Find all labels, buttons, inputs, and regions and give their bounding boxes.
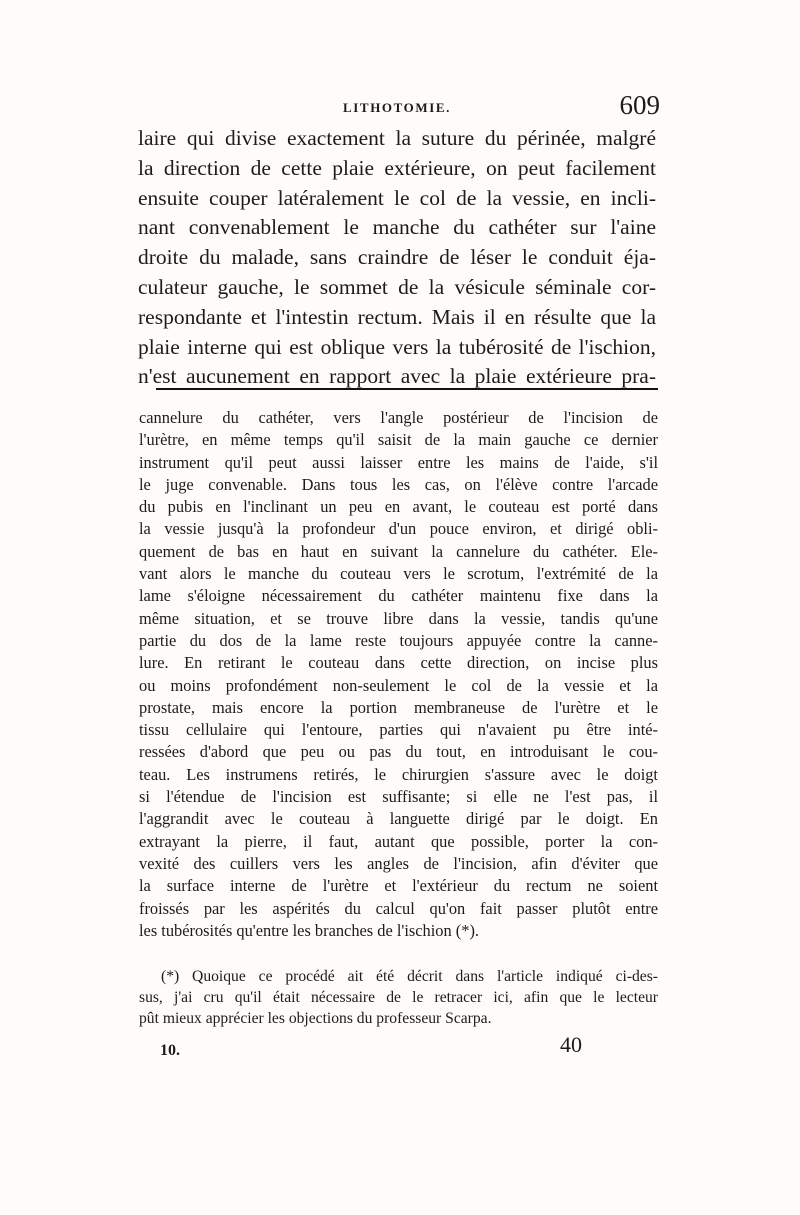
text-line: du pubis en l'inclinant un peu en avant, le couteau est porté dans — [139, 497, 658, 517]
text-line: instrument qu'il peut aussi laisser entre les mains de l'aide, s'il — [139, 452, 658, 472]
text-line: si l'étendue de l'incision est suffisante; si elle ne l'est pas, il — [139, 787, 658, 807]
main-text-lower — [139, 407, 658, 942]
text-line: droite du malade, sans craindre de léser le conduit éja- — [138, 245, 656, 270]
text-line: lame s'éloigne nécessairement du cathéter maintenu fixe dans la — [139, 586, 658, 606]
text-line: ou moins profondément non-seulement le col de la vessie et la — [139, 675, 658, 695]
text-line: cannelure du cathéter, vers l'angle postérieur de l'incision de — [139, 408, 658, 427]
footnote-line: (*) Quoique ce procédé ait été décrit dans l'article indiqué ci-des- — [161, 968, 658, 985]
running-title: LITHOTOMIE. — [343, 100, 452, 115]
text-line: les tubérosités qu'entre les branches de l'ischion (*). — [139, 920, 479, 940]
text-line: tissu cellulaire qui l'entoure, parties qui n'avaient pu être inté- — [139, 720, 658, 740]
text-line: plaie interne qui est oblique vers la tubérosité de l'ischion, — [138, 334, 656, 359]
text-line: froissés par les aspérités du calcul qu'on fait passer plutôt entre — [139, 898, 658, 918]
text-line: ressées d'abord que peu ou pas du tout, en introduisant le cou- — [139, 742, 658, 762]
text-line: vant alors le manche du couteau vers le scrotum, l'extrémité de la — [139, 564, 658, 584]
footnote-line: sus, j'ai cru qu'il était nécessaire de le retracer ici, afin que le lecteur — [139, 989, 658, 1006]
page-number: 609 — [619, 90, 660, 120]
signature-mark-left: 10. — [160, 1042, 180, 1059]
footnote-line: pût mieux apprécier les objections du professeur Scarpa. — [139, 1010, 492, 1027]
text-line: la vessie jusqu'à la profondeur d'un pouce environ, et dirigé obli- — [139, 519, 658, 539]
text-line: prostate, mais encore la portion membraneuse de l'urètre et le — [139, 697, 658, 717]
text-line: teau. Les instrumens retirés, le chirurgien s'assure avec le doigt — [139, 764, 658, 784]
text-line: le juge convenable. Dans tous les cas, on l'élève contre l'arcade — [139, 474, 658, 494]
signature-mark-right: 40 — [560, 1032, 582, 1057]
section-divider-rule — [156, 388, 658, 390]
text-line: vexité des cuillers vers les angles de l'incision, afin d'éviter que — [139, 853, 658, 873]
text-line: ensuite couper latéralement le col de la vessie, en incli- — [138, 185, 656, 210]
text-line: lure. En retirant le couteau dans cette direction, on incise plus — [139, 653, 658, 673]
text-line: n'est aucunement en rapport avec la plaie extérieure pra- — [138, 364, 656, 389]
text-line: l'urètre, en même temps qu'il saisit de la main gauche ce dernier — [139, 430, 658, 450]
main-text-upper — [138, 124, 656, 392]
text-line: laire qui divise exactement la suture du périnée, malgré — [138, 126, 656, 150]
text-line: l'aggrandit avec le couteau à languette dirigé par le doigt. En — [139, 809, 658, 829]
text-line: nant convenablement le manche du cathéter sur l'aine — [138, 215, 656, 240]
text-line: quement de bas en haut en suivant la cannelure du cathéter. Ele- — [139, 541, 658, 561]
page-header — [138, 90, 660, 122]
text-line: la surface interne de l'urètre et l'extérieur du rectum ne soient — [139, 876, 658, 896]
text-line: même situation, et se trouve libre dans la vessie, tandis qu'une — [139, 608, 658, 628]
text-line: extrayant la pierre, il faut, autant que possible, porter la con- — [139, 831, 658, 851]
footnote — [139, 966, 658, 1029]
text-line: respondante et l'intestin rectum. Mais il en résulte que la — [138, 304, 656, 329]
text-line: la direction de cette plaie extérieure, on peut facilement — [138, 155, 656, 180]
text-line: partie du dos de la lame reste toujours appuyée contre la canne- — [139, 630, 658, 650]
text-line: culateur gauche, le sommet de la vésicule séminale cor- — [138, 274, 656, 299]
